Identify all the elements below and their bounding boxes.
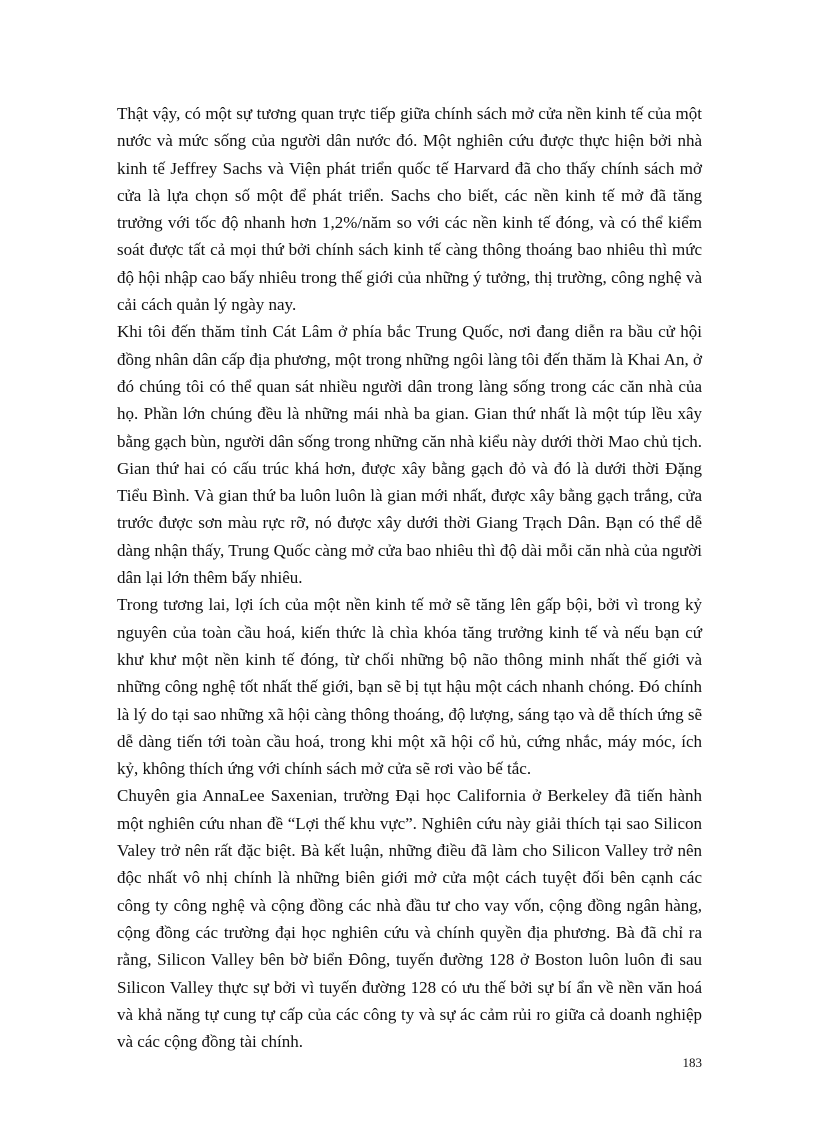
paragraph-1: Thật vậy, có một sự tương quan trực tiếp giữa chính sách mở cửa nền kinh tế của một nước và mức sống của người dân nước đó. Một nghiên cứu được thực hiện bởi nhà kinh tế Jeffrey Sachs và Viện phát triển quốc tế Harvard đã cho thấy chính sách mở cửa là lựa chọn số một để phát triển. Sachs cho biết, các nền kinh tế mở đã tăng trưởng với tốc độ nhanh hơn 1,2%/năm so với các nền kinh tế đóng, và có thể kiểm soát được tất cả mọi thứ bởi chính sách kinh tế càng thông thoáng bao nhiêu thì mức độ hội nhập cao bấy nhiêu trong thế giới của những ý tưởng, thị trường, công nghệ và cải cách quản lý ngày nay. bbox=[117, 104, 702, 315]
paragraph-2: Khi tôi đến thăm tỉnh Cát Lâm ở phía bắc Trung Quốc, nơi đang diễn ra bầu cử hội đồng nhân dân cấp địa phương, một trong những ngôi làng tôi đến thăm là Khai An, ở đó chúng tôi có thể quan sát nhiều người dân trong làng sống trong các căn nhà của họ. Phần lớn chúng đều là những mái nhà ba gian. Gian thứ nhất là một túp lều xây bằng gạch bùn, người dân sống trong những căn nhà kiểu này dưới thời Mao chủ tịch. Gian thứ hai có cấu trúc khá hơn, được xây bằng gạch đỏ và đó là dưới thời Đặng Tiểu Bình. Và gian thứ ba luôn luôn là gian mới nhất, được xây bằng gạch trắng, cửa trước được sơn màu rực rỡ, nó được xây dưới thời Giang Trạch Dân. Bạn có thể dễ dàng nhận thấy, Trung Quốc càng mở cửa bao nhiêu thì độ dài mỗi căn nhà của người dân lại lớn thêm bấy nhiêu. bbox=[117, 322, 702, 588]
page-number: 183 bbox=[682, 1055, 702, 1070]
paragraph-3: Trong tương lai, lợi ích của một nền kinh tế mở sẽ tăng lên gấp bội, bởi vì trong kỷ nguyên của toàn cầu hoá, kiến thức là chìa khóa tăng trưởng kinh tế và nếu bạn cứ khư khư một nền kinh tế đóng, từ chối những bộ não thông minh nhất thế giới và những công nghệ tốt nhất thế giới, bạn sẽ bị tụt hậu một cách nhanh chóng. Đó chính là lý do tại sao những xã hội càng thông thoáng, độ lượng, sáng tạo và dễ thích ứng sẽ dễ dàng tiến tới toàn cầu hoá, trong khi một xã hội cổ hủ, cứng nhắc, máy móc, ích kỷ, không thích ứng với chính sách mở cửa sẽ rơi vào bế tắc. bbox=[117, 595, 702, 779]
body-text bbox=[117, 100, 702, 1055]
paragraph-4: Chuyên gia AnnaLee Saxenian, trường Đại học California ở Berkeley đã tiến hành một nghiên cứu nhan đề “Lợi thế khu vực”. Nghiên cứu này giải thích tại sao Silicon Valey trở nên rất đặc biệt. Bà kết luận, những điều đã làm cho Silicon Valley trở nên độc nhất vô nhị chính là những biên giới mở cửa một cách tuyệt đối bên cạnh các công ty công nghệ và cộng đồng các nhà đầu tư cho vay vốn, cộng đồng ngân hàng, cộng đồng các trường đại học nghiên cứu và chính quyền địa phương. Bà đã chỉ ra rằng, Silicon Valley bên bờ biển Đông, tuyến đường 128 ở Boston luôn luôn đi sau Silicon Valley thực sự bởi vì tuyến đường 128 có ưu thế bởi sự bí ẩn về nền văn hoá và khả năng tự cung tự cấp của các công ty và sự ác cảm rủi ro giữa cả doanh nghiệp và các cộng đồng tài chính. bbox=[117, 786, 702, 1052]
